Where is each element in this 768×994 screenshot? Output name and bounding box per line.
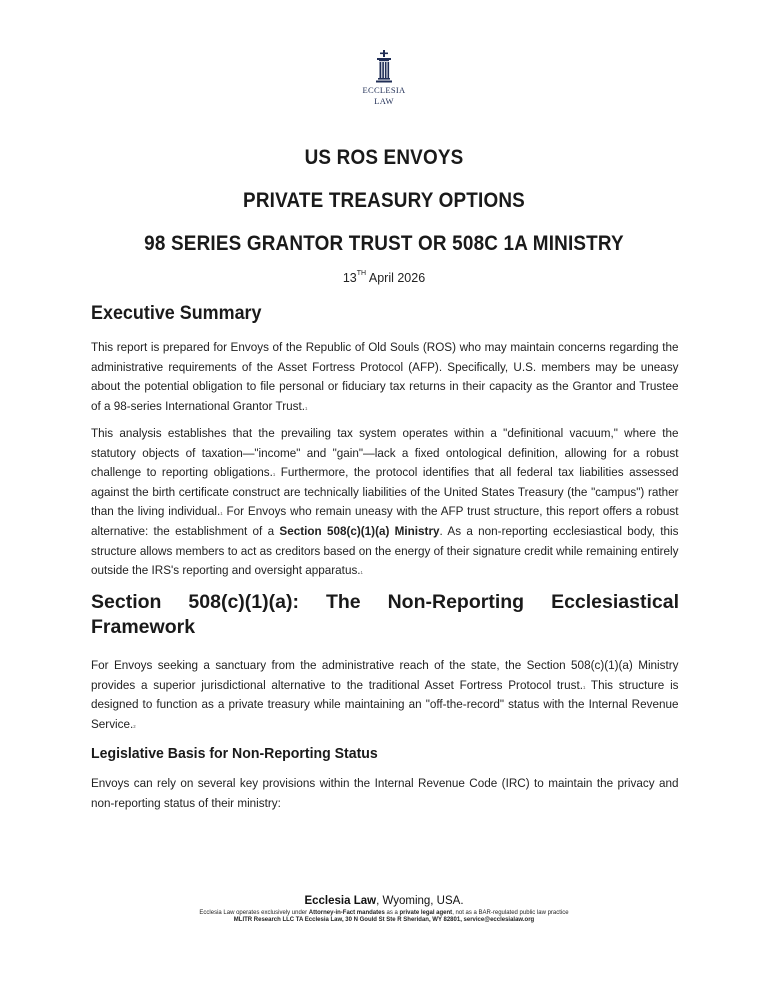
footnote-marker[interactable]: 1 — [220, 511, 223, 517]
legislative-basis-heading-block — [91, 745, 679, 762]
executive-summary-paragraph-1 — [91, 338, 679, 416]
title-line-3: 98 SERIES GRANTOR TRUST OR 508C 1A MINISTRY — [144, 232, 624, 255]
exec-p2-text-b: Furthermore, the protocol identifies that all federal tax liabilities assessed against the birth certificate construct are technically liabilities of the United States Treasury (the "campus") rather than the living individual. — [91, 465, 679, 519]
footer-disclaimer-c: as a — [384, 910, 400, 916]
title-line-2: PRIVATE TREASURY OPTIONS — [243, 189, 525, 212]
executive-summary-heading: Executive Summary — [91, 302, 262, 324]
executive-summary-p2-block — [91, 424, 679, 581]
page-footer — [0, 895, 768, 923]
footnote-marker[interactable]: 1 — [304, 405, 308, 411]
pillar-cross-icon — [371, 50, 397, 84]
heading-word: Ecclesiastical — [551, 591, 679, 613]
logo-text-line2: LAW — [374, 96, 394, 106]
date-suffix: TH — [356, 270, 367, 277]
legislative-basis-paragraph-1: Envoys can rely on several key provisions within the Internal Revenue Code (IRC) to maintain the privacy and non-reporting status of their ministry: — [91, 776, 679, 810]
footer-disclaimer-a: Ecclesia Law operates exclusively under — [199, 910, 309, 916]
ministry-section-bold: Section 508(c)(1)(a) Ministry — [279, 523, 440, 538]
exec-p2-text-c: For Envoys who remain uneasy with the AFP trust structure, this report offers a robust alternative: the establishment of a — [91, 504, 679, 538]
title-line-1: US ROS ENVOYS — [304, 146, 464, 169]
footer-location: , Wyoming, USA. — [376, 895, 464, 907]
footer-brand-line — [0, 895, 768, 907]
footer-brand: Ecclesia Law — [304, 895, 377, 907]
heading-word: The — [325, 591, 361, 613]
date-month-year: April 2026 — [366, 271, 426, 285]
footer-disclaimer — [0, 910, 768, 916]
exec-p2-text-d: . As a non-reporting ecclesiastical body, this structure allows members to act as creditors based on the energy of their signature credit while remaining entirely outside the IRS's reporting and oversight apparatus. — [91, 523, 679, 578]
footer-disclaimer-e: , not as a BAR-regulated public law practice — [452, 910, 569, 916]
legislative-basis-heading: Legislative Basis for Non-Reporting Status — [91, 745, 378, 762]
s508-p1-text-a: For Envoys seeking a sanctuary from the administrative reach of the state, the Section 508(c)(1)(a) Ministry provides a superior jurisdictional alternative to the traditional Asset Fortress Protocol trust. — [91, 658, 679, 692]
document-date — [0, 271, 768, 285]
ecclesia-law-logo — [354, 50, 414, 106]
footnote-marker[interactable]: 1 — [272, 472, 276, 478]
logo-text-line1: ECCLESIA — [362, 85, 406, 95]
executive-summary-paragraph-2 — [91, 424, 679, 581]
heading-word: Section — [91, 591, 162, 613]
s508-p1-text-b: This structure is designed to function as a private treasury while maintaining an "off-the-record" status with the Internal Revenue Service. — [91, 677, 679, 731]
heading-word: 508(c)(1)(a): — [188, 591, 299, 613]
section-508-paragraph-1 — [91, 656, 679, 734]
footer-disclaimer-b: Attorney-in-Fact mandates — [308, 910, 385, 916]
footnote-marker[interactable]: 1 — [360, 570, 363, 576]
heading-word: Non-Reporting — [387, 591, 525, 613]
executive-summary-heading-block — [91, 302, 679, 325]
legislative-basis-p1-block — [91, 774, 679, 813]
exec-p2-text-a: This analysis establishes that the prevailing tax system operates within a "definitional vacuum," where the statutory objects of taxation—"income" and "gain"—lack a fixed ontological definition, allowing for a robust challenge to reporting obligations. — [91, 426, 679, 480]
executive-summary-p1-block — [91, 338, 679, 416]
section-508-heading-line-2: Framework — [91, 616, 196, 638]
section-508-heading — [91, 590, 679, 640]
footer-address: MLITR Research LLC TA Ecclesia Law, 30 N Gould St Ste R Sheridan, WY 82801, service@ecclesialaw.org — [233, 917, 535, 923]
exec-p1-text: This report is prepared for Envoys of the Republic of Old Souls (ROS) who may maintain concerns regarding the administrative requirements of the Asset Fortress Protocol (AFP). Specifically, U.S. members may be uneasy about the potential obligation to file personal or fiduciary tax returns in their capacity as the Grantor and Trustee of a 98-series International Grantor Trust. — [91, 340, 679, 413]
footnote-marker[interactable]: 2 — [133, 723, 136, 729]
section-508-heading-line-1 — [91, 590, 679, 615]
footer-disclaimer-d: private legal agent — [399, 910, 453, 916]
date-day: 13 — [342, 271, 357, 285]
footnote-marker[interactable]: 1 — [582, 684, 586, 690]
section-508-p1-block — [91, 656, 679, 734]
